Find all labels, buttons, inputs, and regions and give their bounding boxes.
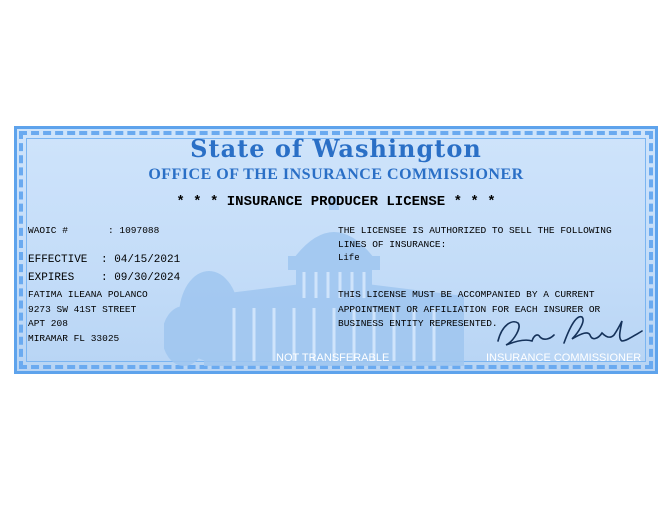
waoic-value: : 1097088: [108, 225, 160, 236]
notice-line-2: APPOINTMENT OR AFFILIATION FOR EACH INSURER OR: [338, 304, 601, 315]
authorization-line-1: THE LICENSEE IS AUTHORIZED TO SELL THE FOLLOWING: [338, 225, 612, 236]
holder-street: 9273 SW 41ST STREET: [28, 304, 137, 315]
expires-value: : 09/30/2024: [101, 272, 181, 284]
notice-line-3: BUSINESS ENTITY REPRESENTED.: [338, 318, 498, 329]
not-transferable-stamp: NOT TRANSFERABLE: [276, 352, 390, 364]
effective-value: : 04/15/2021: [101, 254, 181, 266]
insurance-license-card: [14, 126, 658, 374]
holder-apt: APT 208: [28, 318, 68, 329]
office-title: OFFICE OF THE INSURANCE COMMISSIONER: [148, 166, 524, 183]
effective-label: EFFECTIVE: [28, 254, 88, 266]
commissioner-signature: [492, 311, 650, 357]
state-title: State of Washington: [190, 134, 482, 163]
waoic-label: WAOIC #: [28, 225, 68, 236]
line-of-insurance: Life: [338, 253, 360, 263]
authorization-line-2: LINES OF INSURANCE:: [338, 239, 447, 250]
expires-label: EXPIRES: [28, 272, 75, 284]
holder-city: MIRAMAR FL 33025: [28, 333, 120, 344]
holder-name: FATIMA ILEANA POLANCO: [28, 289, 148, 300]
license-heading: * * * INSURANCE PRODUCER LICENSE * * *: [176, 194, 496, 210]
commissioner-title: INSURANCE COMMISSIONER: [486, 352, 642, 364]
notice-line-1: THIS LICENSE MUST BE ACCOMPANIED BY A CURRENT: [338, 289, 595, 300]
capitol-building-watermark: [164, 196, 504, 366]
